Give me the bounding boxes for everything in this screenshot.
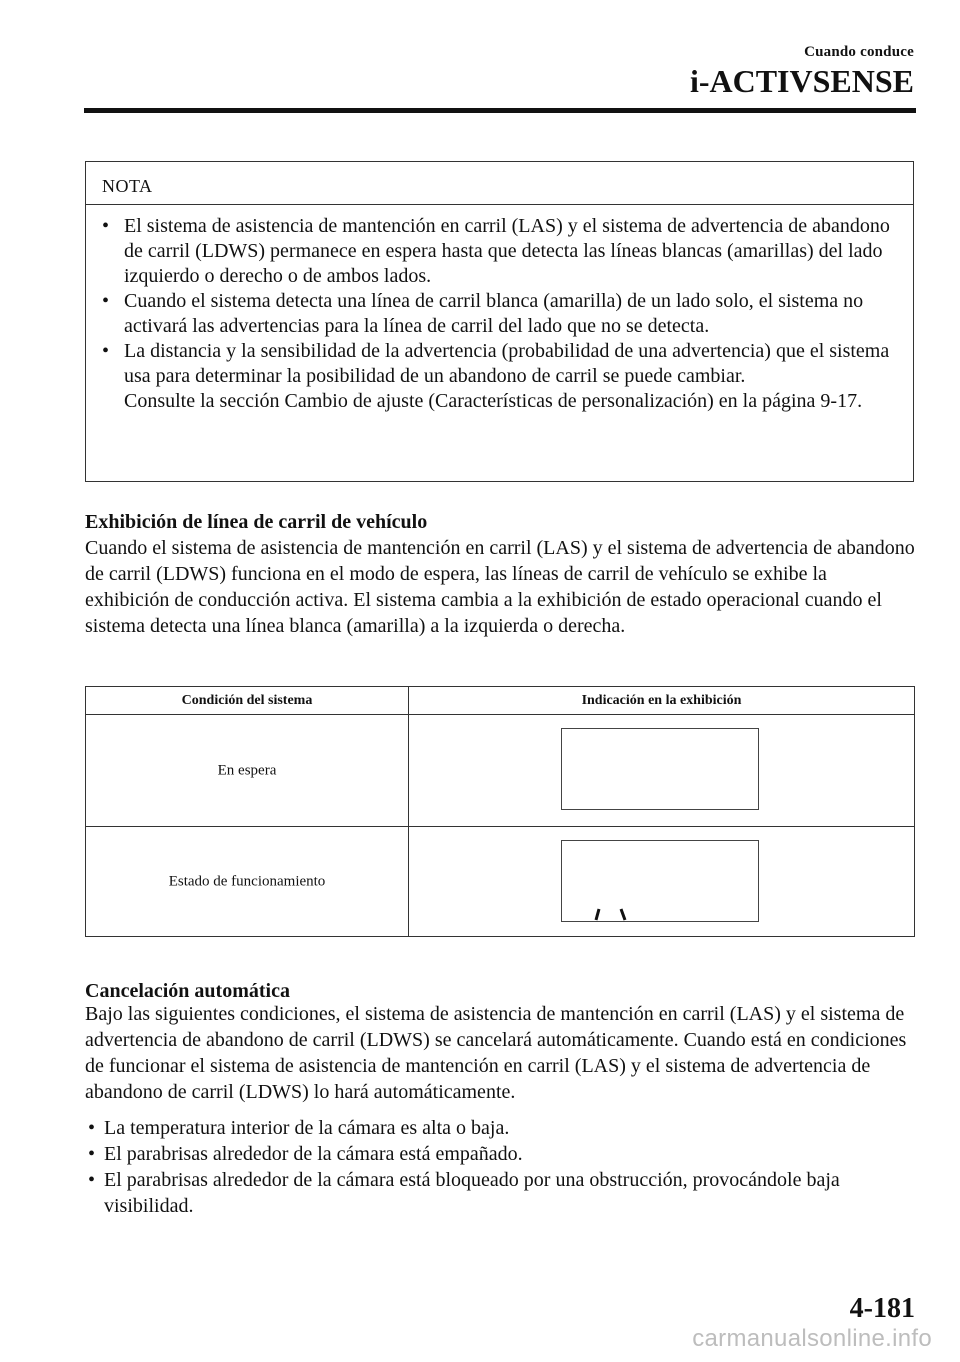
- right-lane-line-icon: [621, 909, 625, 920]
- list-item: [88, 1167, 908, 1219]
- note-list: [102, 214, 902, 414]
- page-number: 4-181: [849, 1293, 915, 1324]
- table-header-row: [86, 687, 914, 715]
- lane-display-heading: Exhibición de línea de carril de vehículo: [85, 511, 428, 533]
- bullet-icon: •: [88, 1143, 96, 1165]
- note-item-text: La distancia y la sensibilidad de la advertencia (probabilidad de una advertencia) que el sistema usa para determinar la posibilidad de un abandono de carril se puede cambiar.: [124, 340, 890, 387]
- display-standby-graphic: [562, 729, 760, 811]
- lane-display-body: Cuando el sistema de asistencia de mantención en carril (LAS) y el sistema de advertencia de abandono de carril (LDWS) funciona en el modo de espera, las líneas de carril de vehículo se exhibe la exhibición de conducción activa. El sistema cambia a la exhibición de estado operacional cuando el sistema detecta una línea blanca (amarilla) a la izquierda o derecha.: [85, 537, 915, 637]
- list-item-text: El parabrisas alrededor de la cámara está empañado.: [104, 1143, 523, 1165]
- auto-cancel-heading: Cancelación automática: [85, 980, 290, 1002]
- list-item: [88, 1141, 908, 1167]
- note-item: [102, 339, 902, 414]
- note-item-text: El sistema de asistencia de mantención en carril (LAS) y el sistema de advertencia de abandono de carril (LDWS) permanece en espera hasta que detecta las líneas blancas (amarillas) del lado izquierdo o derecho o de ambos lados.: [124, 215, 890, 287]
- note-title: NOTA: [102, 176, 153, 196]
- page-header: [690, 44, 914, 99]
- bullet-icon: •: [102, 340, 110, 362]
- condition-label: En espera: [217, 762, 277, 778]
- watermark: carmanualsonline.info: [692, 1325, 932, 1352]
- note-item: [102, 214, 902, 289]
- table-header-condition: Condición del sistema: [181, 693, 313, 708]
- list-item: [88, 1115, 908, 1141]
- bullet-icon: •: [102, 215, 110, 237]
- list-item-text: La temperatura interior de la cámara es alta o baja.: [104, 1117, 510, 1139]
- display-operating-image: [561, 840, 759, 922]
- note-item: [102, 289, 902, 339]
- chapter-title: i-ACTIVSENSE: [689, 63, 914, 99]
- note-item-text: Cuando el sistema detecta una línea de carril blanca (amarilla) de un lado solo, el sistema no activará las advertencias para la línea de carril del lado que no se detecta.: [124, 290, 864, 337]
- table-header-indication: Indicación en la exhibición: [581, 693, 742, 708]
- note-box: [85, 161, 914, 482]
- auto-cancel-body: Bajo las siguientes condiciones, el sistema de asistencia de mantención en carril (LAS) y el sistema de advertencia de abandono de carril (LDWS) se cancelará automáticamente. Cuando está en condiciones de funcionar el sistema de asistencia de mantención en carril (LAS) y el sistema de advertencia de abandono de carril (LDWS) lo hará automáticamente.: [85, 1003, 907, 1103]
- display-standby-image: [561, 728, 759, 810]
- note-divider: [86, 204, 913, 205]
- header-divider: [84, 108, 916, 113]
- bullet-icon: •: [88, 1117, 96, 1139]
- bullet-icon: •: [102, 290, 110, 312]
- condition-table: [85, 686, 915, 937]
- table-row: [86, 827, 914, 936]
- display-operating-graphic: [562, 841, 760, 923]
- note-item-reference: Consulte la sección Cambio de ajuste (Características de personalización) en la página 9-17.: [124, 390, 863, 412]
- bullet-icon: •: [88, 1169, 96, 1191]
- table-row: [86, 715, 914, 827]
- auto-cancel-list: [88, 1115, 908, 1219]
- left-lane-line-icon: [596, 909, 599, 920]
- chapter-subtitle: Cuando conduce: [804, 44, 914, 60]
- list-item-text: El parabrisas alrededor de la cámara está bloqueado por una obstrucción, provocándole baja visibilidad.: [104, 1169, 840, 1217]
- condition-label: Estado de funcionamiento: [168, 873, 326, 889]
